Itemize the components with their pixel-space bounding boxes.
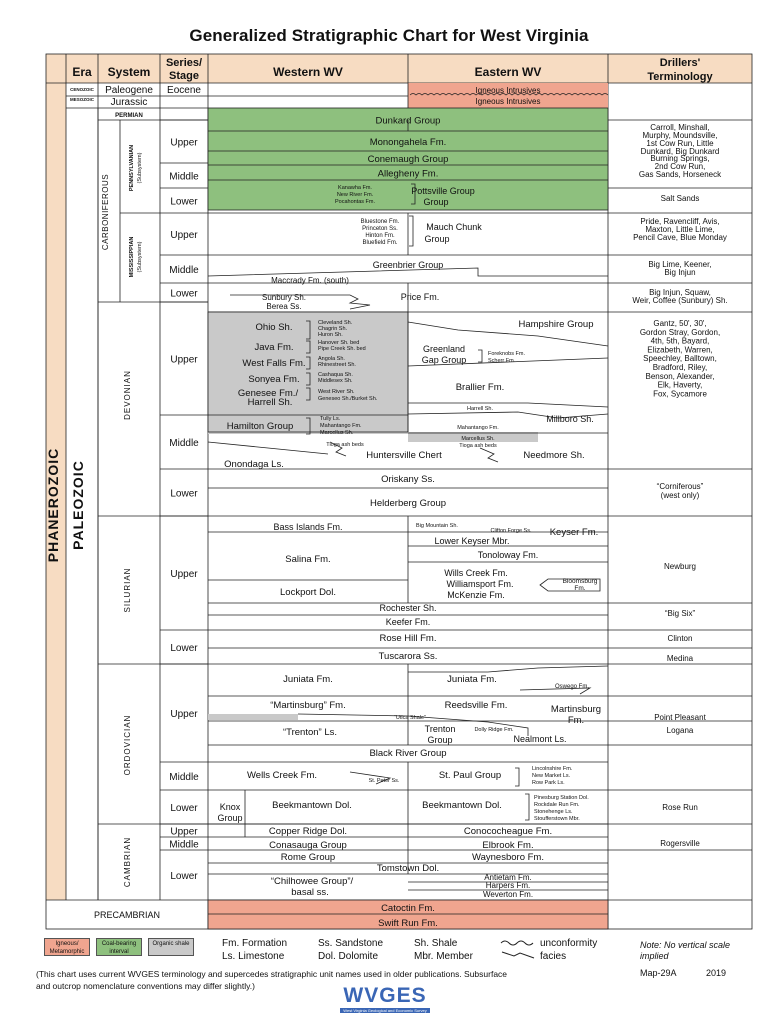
- series-middle: Middle: [169, 265, 199, 276]
- unit-weverton: Weverton Fm.: [482, 890, 534, 899]
- legend-organic-label: Organic shale: [152, 941, 190, 947]
- unit-keyser: Keyser Fm.: [549, 527, 599, 538]
- series-lower: Lower: [170, 488, 198, 500]
- member-label: Cleveland Sh.: [318, 320, 353, 326]
- unit-bloomsburg: Bloomsburg: [562, 578, 598, 585]
- unit-mauchchunk: Group: [424, 234, 450, 244]
- era-precambrian: PRECAMBRIAN: [93, 910, 161, 920]
- unit-tuscarora: Tuscarora Ss.: [378, 651, 438, 662]
- unit-martinsburg-east: Martinsburg: [550, 704, 602, 715]
- system-silurian: SILURIAN: [123, 567, 132, 613]
- series-upper: Upper: [170, 826, 198, 838]
- system-ordovician: ORDOVICIAN: [123, 714, 132, 776]
- drillers-terms: Big Injun: [664, 268, 696, 277]
- member-label: Hanover Sh. bed: [318, 340, 360, 346]
- unit-huntersville: Huntersville Chert: [366, 450, 442, 461]
- drillers-terms: Maxton, Little Lime,: [645, 225, 715, 234]
- legend-unconformity: unconformity: [540, 938, 598, 949]
- unit-rome: Rome Group: [280, 852, 336, 863]
- facies-line: [408, 403, 608, 407]
- bracket: [515, 768, 519, 786]
- drillers-terms: “Corniferous”: [656, 482, 704, 491]
- unit-tioga: Tioga ash beds: [459, 443, 497, 449]
- system-jurassic: Jurassic: [110, 97, 148, 108]
- legend-igneous-label: Igneous/ Metamorphic: [49, 941, 85, 955]
- member-label: Geneseo Sh./Burket Sh.: [318, 396, 378, 402]
- member-label: Huron Sh.: [318, 332, 343, 338]
- unit-dunkard: Dunkard Group: [375, 115, 441, 127]
- unit-berea: Berea Ss.: [266, 302, 302, 311]
- member-label: Lincolnshire Fm.: [532, 766, 573, 772]
- unit-pocahontas: Pocahontas Fm.: [334, 199, 376, 205]
- unit-trenton-west: “Trenton” Ls.: [282, 727, 338, 738]
- unit-harpers: Harpers Fm.: [485, 881, 531, 890]
- drillers-terms: Gas Sands, Horseneck: [638, 170, 722, 179]
- era-paleozoic: PALEOZOIC: [70, 460, 86, 550]
- drillers-terms: Newburg: [663, 562, 697, 571]
- series-upper: Upper: [170, 230, 198, 241]
- unit-conemaugh: Conemaugh Group: [367, 154, 449, 165]
- series-middle: Middle: [169, 772, 199, 783]
- unit-conococheague: Conococheague Fm.: [463, 826, 553, 837]
- unit-sunbury: Sunbury Sh.: [261, 293, 307, 302]
- drillers-terms: Rogersville: [660, 839, 700, 848]
- unit-beekmantown-east: Beekmantown Dol.: [422, 800, 502, 811]
- facies-line: [408, 666, 608, 672]
- member-label: Tully Ls.: [320, 416, 341, 422]
- facies-line: [208, 442, 328, 454]
- unit-brallier: Brallier Fm.: [455, 382, 505, 393]
- subsystem-pennsylvanian: PENNSYLVANIAN: [129, 144, 135, 192]
- series-upper: Upper: [170, 137, 198, 149]
- system-paleogene: Paleogene: [105, 85, 153, 96]
- eon-phanerozoic: PHANEROZOIC: [45, 447, 61, 563]
- legend-fm: Fm. Formation: [222, 938, 288, 949]
- map-id: Map-29A: [640, 968, 677, 978]
- drillers-terms: Elk, Haverty,: [657, 380, 703, 390]
- unit-basal-ss: basal ss.: [291, 887, 329, 898]
- legend-organic-swatch: [148, 938, 194, 956]
- legend-coal-label: Coal-bearing interval: [101, 941, 137, 955]
- unit-mahantango-east: Mahantango Fm.: [457, 425, 499, 431]
- drillers-terms: Fox, Sycamore: [653, 389, 707, 399]
- unit-tioga: Tioga ash beds: [326, 442, 364, 448]
- unit-oswego: Oswego Fm.: [554, 684, 590, 690]
- unit-willscreek: Wills Creek Fm.: [444, 568, 508, 578]
- unit-price: Price Fm.: [400, 292, 440, 302]
- unit-igneous: Igneous Intrusives: [475, 86, 541, 95]
- legend-mbr: Mbr. Member: [414, 951, 473, 962]
- unit-antietam: Antietam Fm.: [484, 873, 532, 882]
- drillers-terms: (west only): [660, 491, 700, 500]
- drillers-terms: Salt Sands: [660, 194, 700, 203]
- member-label: Cashaqua Sh.: [318, 372, 353, 378]
- unit-elbrook: Elbrook Fm.: [482, 840, 534, 851]
- unit-catoctin: Catoctin Fm.: [381, 903, 435, 914]
- drillers-terms: 1st Cow Run, Little: [646, 139, 714, 148]
- unit-devonian-shale: Sonyea Fm.: [248, 374, 300, 385]
- series-lower: Lower: [170, 196, 198, 208]
- unit-stpeter: St. Peter Ss.: [368, 778, 400, 784]
- unit-stpaul: St. Paul Group: [438, 770, 502, 781]
- wvges-logo: [340, 984, 430, 1020]
- legend-sh: Sh. Shale: [414, 938, 458, 949]
- series-middle: Middle: [169, 839, 199, 851]
- drillers-terms: Dunkard, Big Dunkard: [640, 147, 720, 156]
- member-label: Row Park Ls.: [532, 780, 565, 786]
- series-middle: Middle: [169, 438, 199, 449]
- unit-harrell-east: Harrell Sh.: [467, 406, 493, 412]
- drillers-terms: Gordon Stray, Gordon,: [639, 327, 721, 337]
- unit-blackriver: Black River Group: [369, 748, 447, 759]
- unit-juniata-west: Juniata Fm.: [283, 674, 333, 685]
- member-label: Middlesex Sh.: [318, 378, 353, 384]
- unit-mckenzie: McKenzie Fm.: [447, 590, 505, 600]
- unit-millboro: Millboro Sh.: [546, 414, 594, 424]
- unit-mauchchunk-member: Bluestone Fm.: [360, 219, 400, 225]
- unit-chilhowee: “Chilhowee Group”/: [270, 876, 354, 887]
- unit-trenton-east: Group: [427, 735, 453, 745]
- legend-ls: Ls. Limestone: [222, 951, 285, 962]
- header-drillers: Drillers': [659, 57, 701, 69]
- unit-juniata-east: Juniata Fm.: [447, 674, 497, 685]
- drillers-terms: Speechley, Balltown,: [643, 354, 717, 364]
- member-label: Rockdale Run Fm.: [534, 802, 580, 808]
- bracket: [525, 794, 529, 820]
- series-middle: Middle: [169, 171, 199, 183]
- member-label: Chagrin Sh.: [318, 326, 348, 332]
- unit-needmore: Needmore Sh.: [523, 450, 585, 461]
- unit-knox: Knox: [219, 802, 241, 812]
- unit-cliftonforge: Clifton Forge Ss.: [490, 528, 532, 534]
- unit-bigmountain: Big Mountain Sh.: [416, 523, 458, 529]
- drillers-terms: Benson, Alexander,: [645, 371, 715, 381]
- unit-kanawha: Kanawha Fm.: [338, 185, 372, 191]
- unit-devonian-shale: Java Fm.: [254, 342, 294, 353]
- unit-greenland: Greenland: [422, 344, 466, 354]
- legend-coal-swatch: [96, 938, 142, 956]
- drillers-terms: Rose Run: [662, 803, 698, 812]
- unit-bloomsburg: Fm.: [574, 585, 586, 592]
- unit-martinsburg-west: “Martinsburg” Fm.: [270, 700, 346, 711]
- system-carboniferous: CARBONIFEROUS: [101, 173, 110, 251]
- header-western: Western WV: [273, 65, 343, 79]
- member-label: Rhinestreet Sh.: [318, 362, 356, 368]
- series-lower: Lower: [170, 871, 198, 882]
- unit-salina: Salina Fm.: [285, 554, 331, 565]
- drillers-terms: Point Pleasant: [654, 713, 706, 722]
- drillers-terms: 2nd Cow Run,: [654, 162, 706, 171]
- unit-williamsport: Williamsport Fm.: [446, 579, 514, 589]
- drillers-terms: Weir, Coffee (Sunbury) Sh.: [632, 296, 728, 305]
- header-system: System: [107, 65, 151, 79]
- unit-greenland: Gap Group: [421, 355, 467, 365]
- unit-tomstown: Tomstown Dol.: [376, 863, 440, 874]
- unit-nealmont: Nealmont Ls.: [513, 734, 567, 744]
- system-devonian: DEVONIAN: [123, 370, 132, 420]
- era-mesozoic: MESOZOIC: [69, 97, 95, 102]
- unit-rochester: Rochester Sh.: [379, 603, 437, 613]
- series-upper: Upper: [170, 569, 198, 580]
- series-upper: Upper: [170, 709, 198, 720]
- unit-pottsville: Group: [423, 197, 449, 207]
- unit-copperridge: Copper Ridge Dol.: [268, 826, 348, 837]
- legend-dol: Dol. Dolomite: [318, 951, 379, 962]
- header-drillers: Terminology: [647, 71, 713, 83]
- drillers-terms: 4th, 5th, Bayard,: [650, 336, 710, 346]
- series-upper: Upper: [170, 354, 198, 366]
- member-label: New Market Ls.: [532, 773, 571, 779]
- unit-helderberg: Helderberg Group: [369, 498, 447, 509]
- logo-text: WVGES: [343, 984, 427, 1007]
- drillers-terms: “Big Six”: [664, 609, 696, 618]
- unit-onondaga: Onondaga Ls.: [224, 459, 284, 470]
- drillers-terms: Big Lime, Keener,: [648, 260, 712, 269]
- header-era: Era: [72, 65, 92, 79]
- unit-monongahela: Monongahela Fm.: [369, 137, 447, 148]
- unit-dollyridge: Dolly Ridge Fm.: [474, 727, 514, 733]
- drillers-terms: Elizabeth, Warren,: [647, 345, 713, 355]
- unit-martinsburg-east: Fm.: [567, 715, 585, 726]
- unit-trenton-east: Trenton: [424, 724, 456, 734]
- unit-newriver: New River Fm.: [336, 192, 374, 198]
- member-label: Angola Sh.: [318, 356, 345, 362]
- legend-facies: facies: [540, 951, 567, 962]
- drillers-terms: Medina: [666, 654, 694, 663]
- unit-igneous: Igneous Intrusives: [475, 97, 541, 106]
- unit-allegheny: Allegheny Fm.: [377, 168, 439, 180]
- scale-note: Note: No vertical scale implied: [640, 940, 731, 961]
- facies-line: [480, 448, 498, 462]
- system-permian: PERMIAN: [115, 113, 143, 119]
- unit-lockport: Lockport Dol.: [280, 587, 336, 598]
- drillers-terms: Carroll, Minshall,: [650, 123, 710, 132]
- subsystem-pennsylvanian: (Subsystem): [137, 152, 143, 184]
- unit-reedsville: Reedsville Fm.: [444, 700, 508, 711]
- unit-knox: Group: [217, 813, 243, 823]
- drillers-terms: Pencil Cave, Blue Monday: [633, 233, 727, 242]
- unit-tonoloway: Tonoloway Fm.: [477, 550, 539, 560]
- unit-rosehill: Rose Hill Fm.: [379, 633, 437, 644]
- unit-lowerkeyser: Lower Keyser Mbr.: [434, 536, 510, 546]
- member-label: Marcellus Sh.: [320, 430, 354, 436]
- series-lower: Lower: [170, 803, 198, 814]
- unit-pottsville: Pottsville Group: [411, 186, 475, 196]
- unit-devonian-shale: Ohio Sh.: [255, 322, 293, 333]
- unit-marcellus-east: Marcellus Sh.: [461, 436, 495, 442]
- map-year: 2019: [706, 968, 727, 978]
- member-label: Mahantango Fm.: [320, 423, 362, 429]
- unit-mauchchunk: Mauch Chunk: [426, 222, 482, 232]
- unit-genesee: Genesee Fm./: [237, 388, 299, 399]
- unit-devonian-shale: West Falls Fm.: [242, 358, 306, 369]
- series-lower: Lower: [170, 643, 198, 654]
- drillers-terms: Burning Springs,: [650, 154, 710, 163]
- member-label: Scherr Fm.: [488, 358, 516, 364]
- legend-symbols-icon: [500, 938, 536, 964]
- era-cenozoic: CENOZOIC: [70, 87, 94, 92]
- subsystem-mississippian: (Subsystem): [137, 241, 143, 273]
- header-series: Stage: [169, 70, 199, 82]
- bracket: [478, 350, 482, 362]
- unit-mauchchunk-member: Princeton Ss.: [362, 226, 398, 232]
- member-label: Foreknobs Fm.: [488, 351, 525, 357]
- unit-utica: “Utica Shale”: [394, 715, 426, 721]
- unit-bassislands: Bass Islands Fm.: [273, 522, 343, 532]
- unit-oriskany: Oriskany Ss.: [381, 474, 435, 485]
- series-lower: Lower: [170, 288, 198, 300]
- drillers-terms: Logana: [666, 726, 694, 735]
- unit-wellscreek: Wells Creek Fm.: [246, 770, 318, 781]
- unit-keefer: Keefer Fm.: [385, 617, 431, 627]
- system-cambrian: CAMBRIAN: [123, 836, 132, 888]
- unit-hampshire: Hampshire Group: [518, 319, 594, 330]
- header-band: [46, 54, 752, 83]
- unit-waynesboro: Waynesboro Fm.: [472, 852, 544, 863]
- legend-igneous-swatch: [44, 938, 90, 956]
- unit-beekmantown-west: Beekmantown Dol.: [272, 800, 352, 811]
- drillers-terms: Gantz, 50', 30',: [653, 319, 707, 328]
- unit-maccrady: Maccrady Fm. (south): [271, 276, 349, 285]
- unit-harrell: Harrell Sh.: [247, 397, 293, 408]
- unit-conasauga: Conasauga Group: [269, 840, 347, 851]
- footnote: (This chart uses current WVGES terminology and supercedes stratigraphic unit names used in older publications. Subsurface and outcrop nomenclature conventions may differ slightly.): [36, 969, 508, 991]
- member-label: West River Sh.: [318, 389, 355, 395]
- legend-ss: Ss. Sandstone: [318, 938, 384, 949]
- unit-mauchchunk-member: Bluefield Fm.: [362, 240, 398, 246]
- header-eastern: Eastern WV: [474, 65, 542, 79]
- drillers-terms: Murphy, Moundsville,: [642, 131, 718, 140]
- drillers-terms: Pride, Ravencliff, Avis,: [640, 217, 720, 226]
- bracket: [409, 216, 413, 246]
- chart-title: Generalized Stratigraphic Chart for West Virginia: [189, 26, 589, 45]
- member-label: Pinesburg Station Dol.: [534, 795, 589, 801]
- unit-swiftrun: Swift Run Fm.: [378, 918, 438, 929]
- logo-subtext: West Virginia Geological and Economic Survey: [340, 1008, 430, 1013]
- drillers-terms: Big Injun, Squaw,: [649, 288, 711, 297]
- series-eocene: Eocene: [167, 85, 201, 96]
- header-series: Series/: [165, 57, 203, 69]
- member-label: Pipe Creek Sh. bed: [318, 346, 366, 352]
- subsystem-mississippian: MISSISSIPPIAN: [129, 236, 135, 278]
- unit-hamilton: Hamilton Group: [226, 421, 294, 432]
- member-label: Stoufferstown Mbr.: [534, 816, 580, 822]
- utica-shale-band: [208, 714, 298, 720]
- drillers-terms: Bradford, Riley,: [652, 363, 708, 372]
- member-label: Stonehenge Ls.: [534, 809, 573, 815]
- unit-greenbrier: Greenbrier Group: [372, 260, 444, 270]
- drillers-terms: Clinton: [667, 634, 693, 643]
- unit-mauchchunk-member: Hinton Fm.: [365, 233, 395, 239]
